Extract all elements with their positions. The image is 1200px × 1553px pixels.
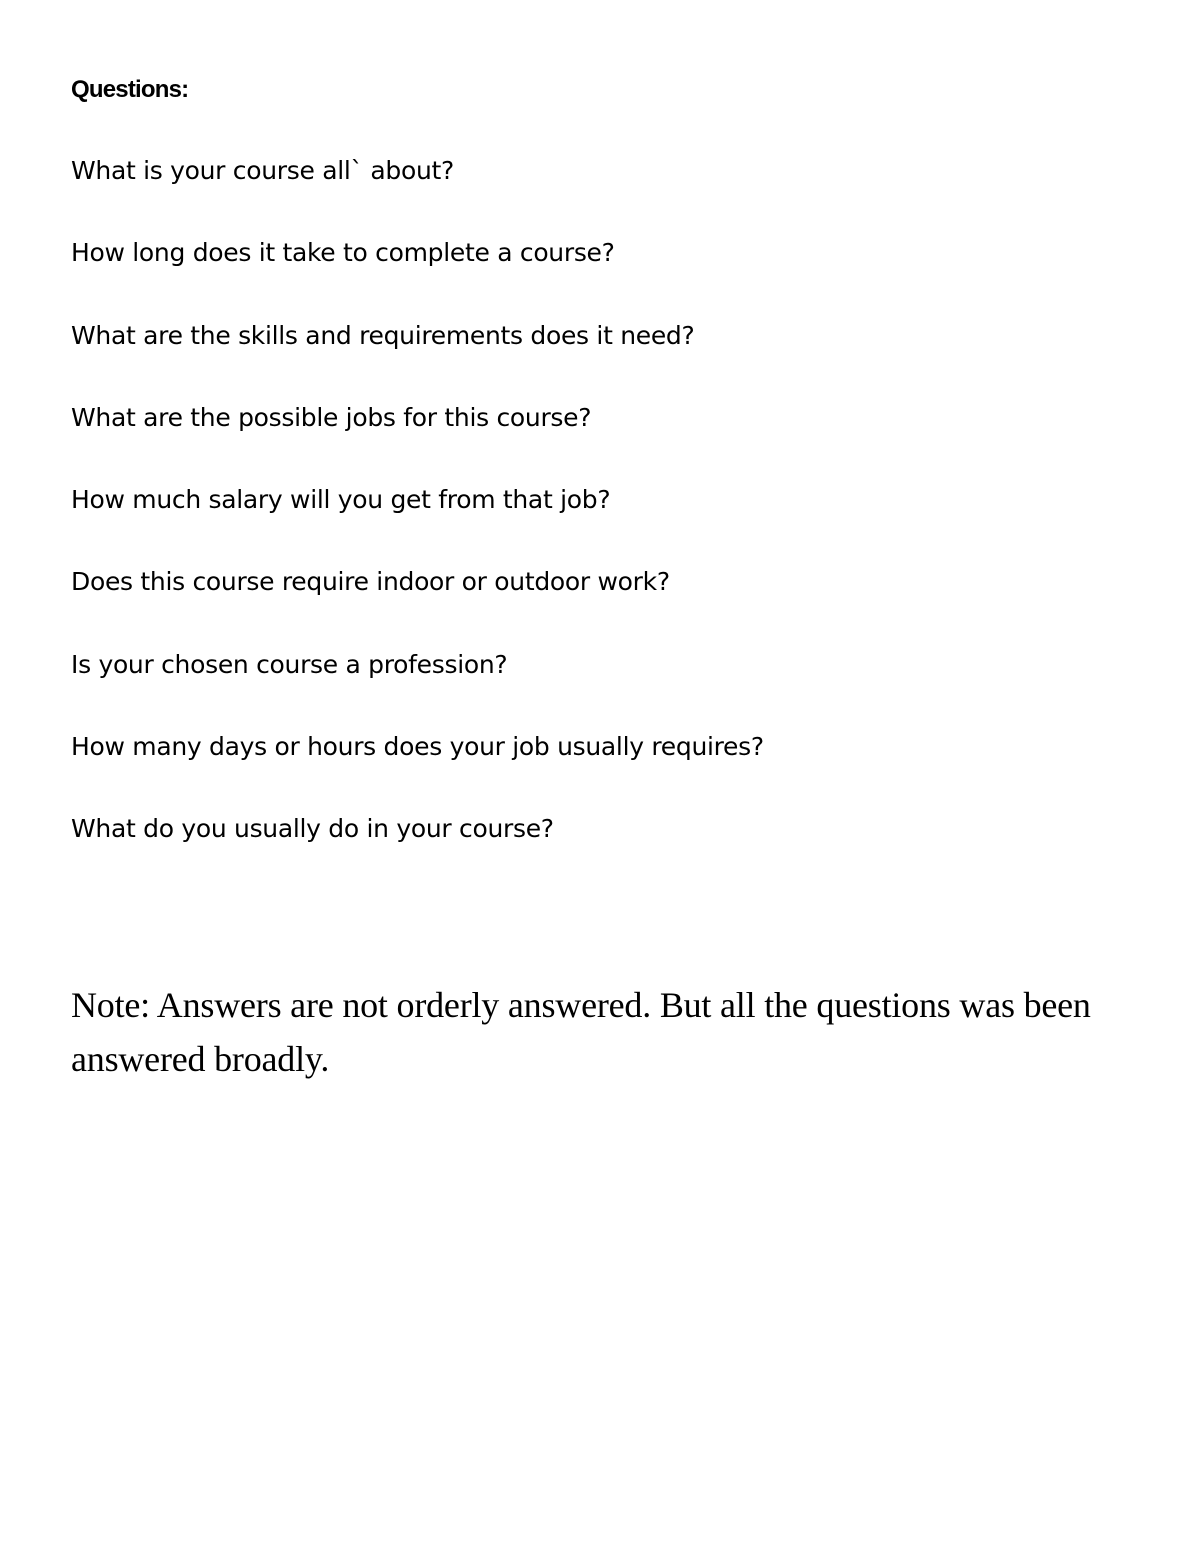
question-item: How long does it take to complete a course?: [71, 238, 615, 268]
question-item: What are the skills and requirements does it need?: [71, 320, 695, 350]
question-item: What do you usually do in your course?: [71, 814, 554, 844]
questions-heading: Questions:: [71, 76, 189, 103]
question-item: How much salary will you get from that job?: [71, 485, 611, 515]
question-item: Does this course require indoor or outdoor work?: [71, 567, 670, 597]
question-item: How many days or hours does your job usually requires?: [71, 732, 764, 762]
answers-note: Note: Answers are not orderly answered. But all the questions was been answered broadly.: [71, 985, 1091, 1079]
question-list: [71, 154, 764, 895]
question-item: What are the possible jobs for this course?: [71, 402, 592, 432]
question-item: Is your chosen course a profession?: [71, 649, 508, 679]
question-item: What is your course all` about?: [71, 156, 454, 185]
